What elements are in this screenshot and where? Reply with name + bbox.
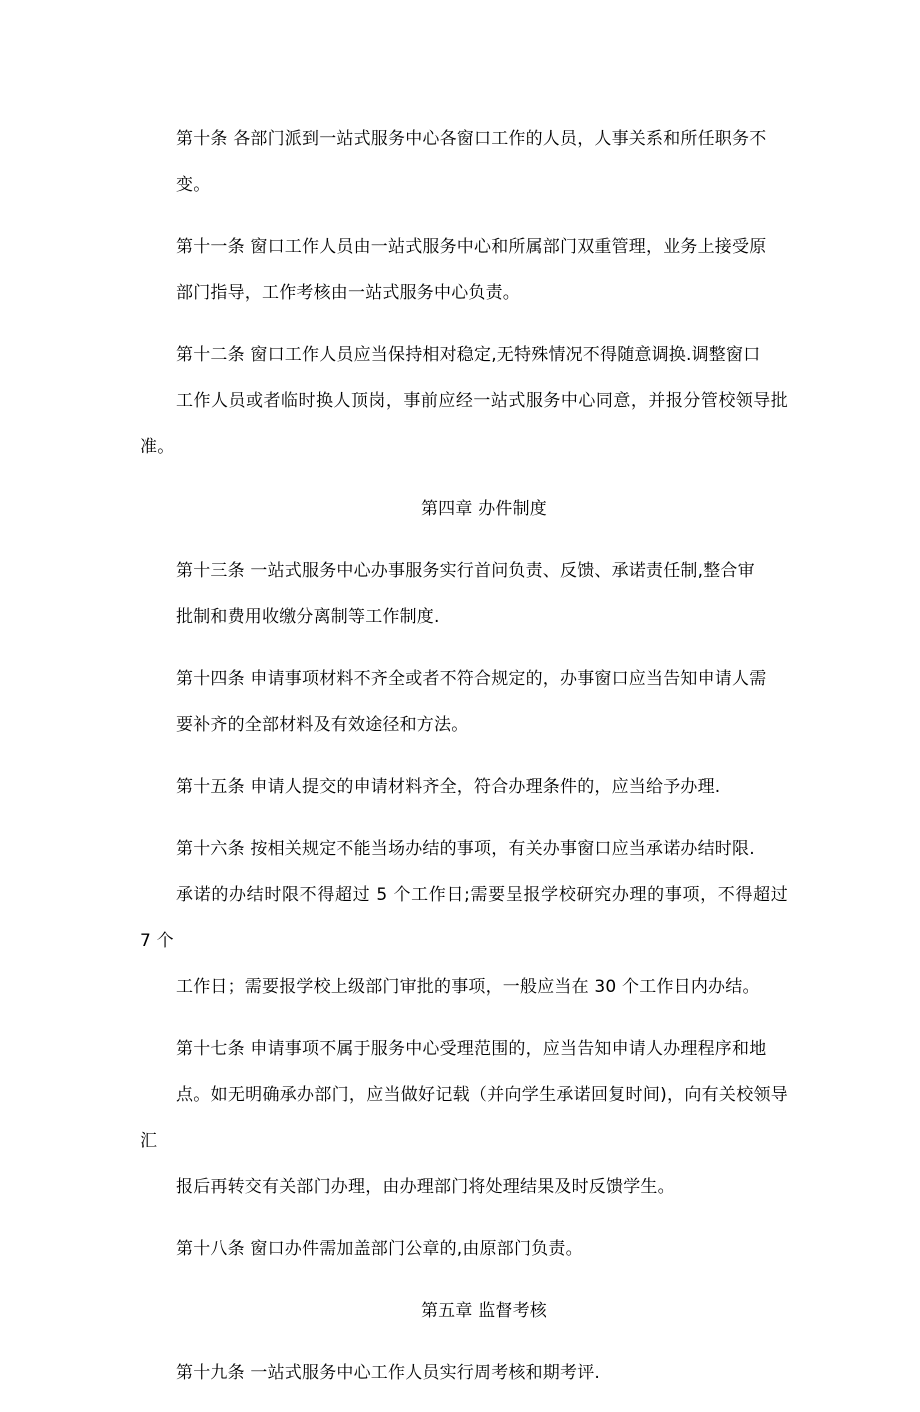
paragraph-line: 报后再转交有关部门办理，由办理部门将处理结果及时反馈学生。 <box>176 1177 675 1197</box>
paragraph-line: 第十六条 按相关规定不能当场办结的事项，有关办事窗口应当承诺办结时限. <box>176 839 755 859</box>
article-paragraph <box>140 548 788 640</box>
article-paragraph <box>140 1226 788 1272</box>
paragraph-line: 第十三条 一站式服务中心办事服务实行首问负责、反馈、承诺责任制,整合审 <box>176 561 755 581</box>
paragraph-line: 要补齐的全部材料及有效途径和方法。 <box>176 715 469 735</box>
paragraph-line: 部门指导，工作考核由一站式服务中心负责。 <box>176 283 520 303</box>
paragraph-line: 变。 <box>176 175 211 195</box>
paragraph-line: 工作日；需要报学校上级部门审批的事项，一般应当在 30 个工作日内办结。 <box>176 977 760 997</box>
document-body <box>140 116 788 1412</box>
paragraph-line: 工作人员或者临时换人顶岗，事前应经一站式服务中心同意，并报分管校领导批准。 <box>140 391 788 457</box>
chapter-heading: 第五章 监督考核 <box>420 1301 547 1321</box>
paragraph-line: 点。如无明确承办部门，应当做好记载（并向学生承诺回复时间)，向有关校领导汇 <box>140 1085 788 1151</box>
paragraph-line: 第十八条 窗口办件需加盖部门公章的,由原部门负责。 <box>176 1239 583 1259</box>
article-paragraph <box>140 656 788 748</box>
article-paragraph <box>140 826 788 1010</box>
article-paragraph <box>140 1350 788 1396</box>
article-paragraph <box>140 764 788 810</box>
paragraph-line: 第十九条 一站式服务中心工作人员实行周考核和期考评. <box>176 1363 601 1383</box>
article-paragraph <box>140 1026 788 1210</box>
paragraph-line: 第十五条 申请人提交的申请材料齐全，符合办理条件的，应当给予办理. <box>176 777 721 797</box>
paragraph-line: 第十七条 申请事项不属于服务中心受理范围的，应当告知申请人办理程序和地 <box>176 1039 767 1059</box>
paragraph-line: 第十条 各部门派到一站式服务中心各窗口工作的人员，人事关系和所任职务不 <box>176 129 767 149</box>
article-paragraph <box>140 332 788 470</box>
chapter-heading: 第四章 办件制度 <box>420 499 547 519</box>
paragraph-line: 承诺的办结时限不得超过 5 个工作日;需要呈报学校研究办理的事项，不得超过 7 个 <box>140 885 788 951</box>
paragraph-line: 第十四条 申请事项材料不齐全或者不符合规定的，办事窗口应当告知申请人需 <box>176 669 767 689</box>
paragraph-line: 第十二条 窗口工作人员应当保持相对稳定,无特殊情况不得随意调换.调整窗口 <box>176 345 761 365</box>
paragraph-line: 批制和费用收缴分离制等工作制度. <box>176 607 440 627</box>
paragraph-line: 第十一条 窗口工作人员由一站式服务中心和所属部门双重管理，业务上接受原 <box>176 237 767 257</box>
article-paragraph <box>140 224 788 316</box>
article-paragraph <box>140 116 788 208</box>
